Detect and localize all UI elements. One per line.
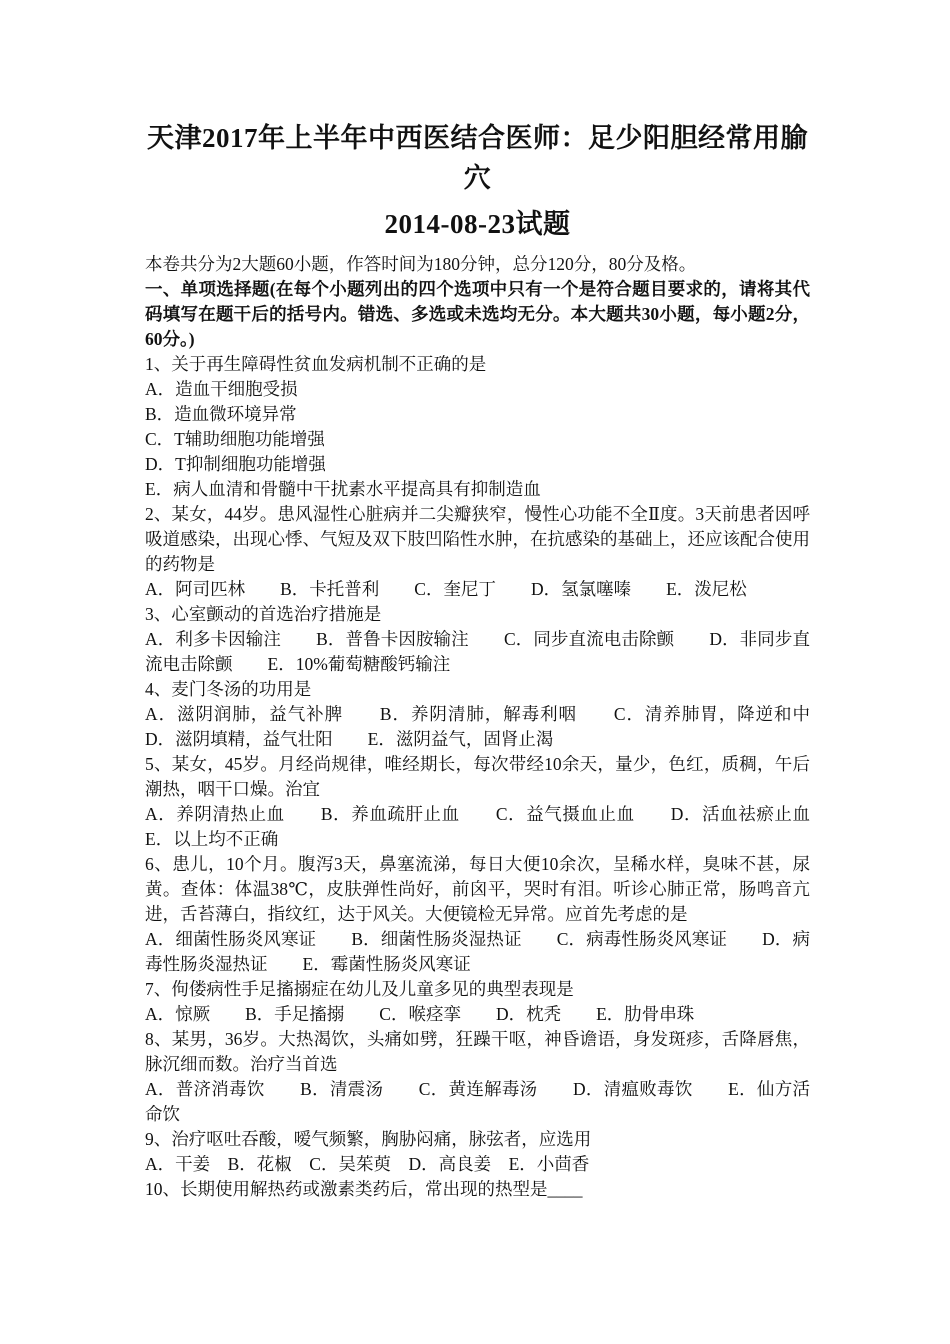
question-9 [145,1127,810,1177]
question-stem: 6、患儿，10个月。腹泻3天，鼻塞流涕，每日大便10余次，呈稀水样，臭味不甚，尿黄。查体：体温38℃，皮肤弹性尚好，前囟平，哭时有泪。听诊心肺正常，肠鸣音亢进，舌苔薄白，指纹红，达于风关。大便镜检无异常。应首先考虑的是 [145,854,810,924]
document-subtitle: 2014-08-23试题 [384,209,571,239]
question-8 [145,1027,810,1127]
exam-intro: 本卷共分为2大题60小题，作答时间为180分钟，总分120分，80分及格。 [145,254,697,274]
question-7 [145,977,810,1027]
options-line: A．细菌性肠炎风寒证 B．细菌性肠炎湿热证 C．病毒性肠炎风寒证 D．病毒性肠炎湿热证 E．霉菌性肠炎风寒证 [145,929,810,974]
document-title: 天津2017年上半年中西医结合医师：足少阳胆经常用腧穴 [147,123,808,193]
question-stem: 3、心室颤动的首选治疗措施是 [145,604,382,624]
question-4 [145,677,845,752]
option: E．病人血清和骨髓中干扰素水平提高具有抑制造血 [145,479,541,499]
question-3 [145,602,810,677]
question-stem: 7、佝偻病性手足搐搦症在幼儿及儿童多见的典型表现是 [145,979,574,999]
options-line: A．惊厥 B．手足搐搦 C．喉痉挛 D．枕秃 E．肋骨串珠 [145,1004,695,1024]
question-stem: 2、某女，44岁。患风湿性心脏病并二尖瓣狭窄，慢性心功能不全Ⅱ度。3天前患者因呼吸道感染，出现心悸、气短及双下肢凹陷性水肿，在抗感染的基础上，还应该配合使用的药物是 [145,504,810,574]
options-line: A．阿司匹林 B．卡托普利 C．奎尼丁 D．氢氯噻嗪 E．泼尼松 [145,579,747,599]
question-stem: 1、关于再生障碍性贫血发病机制不正确的是 [145,354,487,374]
question-stem: 5、某女，45岁。月经尚规律，唯经期长，每次带经10余天，量少，色红，质稠，午后潮热，咽干口燥。治宜 [145,754,810,799]
question-stem: 8、某男，36岁。大热渴饮，头痛如劈，狂躁干呕，神昏谵语，身发斑疹，舌降唇焦，脉沉细而数。治疗当首选 [145,1029,810,1074]
question-stem: 9、治疗呕吐吞酸，嗳气频繁，胸胁闷痛，脉弦者，应选用 [145,1129,592,1149]
question-stem: 10、长期使用解热药或激素类药后，常出现的热型是____ [145,1179,583,1199]
option: D．T抑制细胞功能增强 [145,454,326,474]
question-10 [145,1177,810,1202]
section-heading: 一、单项选择题(在每个小题列出的四个选项中只有一个是符合题目要求的，请将其代码填写在题干后的括号内。错选、多选或未选均无分。本大题共30小题，每小题2分，60分。) [145,279,810,349]
options-line: A．滋阴润肺，益气补脾 B．养阴清肺，解毒利咽 C．清养肺胃，降逆和中 D．滋阴填精，益气壮阳 E．滋阴益气，固肾止渴 [145,704,845,749]
options-line: A．普济消毒饮 B．清震汤 C．黄连解毒汤 D．清瘟败毒饮 E．仙方活命饮 [145,1079,810,1124]
question-6 [145,852,810,977]
options-line: A．利多卡因输注 B．普鲁卡因胺输注 C．同步直流电击除颤 D．非同步直流电击除颤 E．10%葡萄糖酸钙输注 [145,629,810,674]
question-5 [145,752,845,852]
option: A．造血干细胞受损 [145,379,298,399]
option: C．T辅助细胞功能增强 [145,429,325,449]
options-line: A．干姜 B．花椒 C．吴茱萸 D．高良姜 E．小茴香 [145,1154,590,1174]
question-1 [145,352,810,502]
question-stem: 4、麦门冬汤的功用是 [145,679,312,699]
options-line: A．养阴清热止血 B．养血疏肝止血 C．益气摄血止血 D．活血祛瘀止血 E．以上均不正确 [145,804,845,849]
question-2 [145,502,810,602]
document-body [145,252,845,1202]
option: B．造血微环境异常 [145,404,297,424]
